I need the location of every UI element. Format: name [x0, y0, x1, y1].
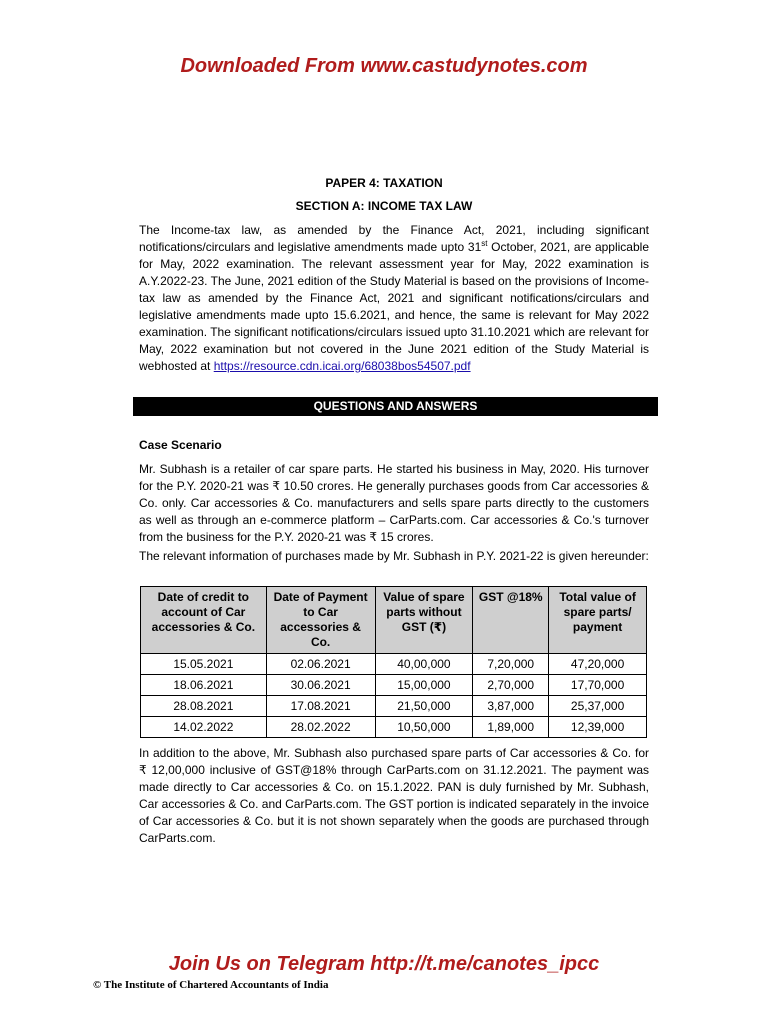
header-credit-date: Date of credit to account of Car accessories & Co. [141, 587, 267, 654]
intro-superscript: st [481, 239, 488, 248]
table-cell: 14.02.2022 [141, 717, 267, 738]
table-cell: 2,70,000 [473, 675, 549, 696]
case-paragraph-1: Mr. Subhash is a retailer of car spare parts. He started his business in May, 2020. His turnover for the P.Y. 2020-21 was ₹ 10.50 crores. He generally purchases goods from Car accessories & Co. only. Car accessories & Co. manufacturers and sells spare parts directly to the customers as well as through an e-commerce platform – CarParts.com. Car accessories & Co.'s turnover from the business for the P.Y. 2020-21 was ₹ 15 crores. [139, 462, 649, 544]
table-cell: 28.02.2022 [266, 717, 375, 738]
case-paragraph-3: In addition to the above, Mr. Subhash also purchased spare parts of Car accessories & Co. for ₹ 12,00,000 inclusive of GST@18% through CarParts.com on 31.12.2021. The payment was made directly to Car accessories & Co. on 15.1.2022. PAN is duly furnished by Mr. Subhash, Car accessories & Co. and CarParts.com. The GST portion is indicated separately in the invoice of Car accessories & Co. but it is not shown separately when the goods are purchased through CarParts.com. [139, 746, 649, 845]
table-cell: 02.06.2021 [266, 654, 375, 675]
table-cell: 3,87,000 [473, 696, 549, 717]
table-row [141, 675, 647, 696]
header-payment-date: Date of Payment to Car accessories & Co. [266, 587, 375, 654]
table-row [141, 654, 647, 675]
intro-text-part1: The Income-tax law, as amended by the Finance Act, 2021, including significant notifications/circulars and legislative amendments made upto 31 [139, 223, 649, 254]
copyright-notice: © The Institute of Chartered Accountants of India [93, 979, 329, 991]
table-cell: 10,50,000 [375, 717, 473, 738]
case-paragraph-2: The relevant information of purchases made by Mr. Subhash in P.Y. 2021-22 is given hereunder: [139, 549, 649, 563]
section-title: SECTION A: INCOME TAX LAW [295, 199, 473, 213]
table-cell: 18.06.2021 [141, 675, 267, 696]
intro-paragraph [139, 222, 649, 375]
intro-text-part2: October, 2021, are applicable for May, 2022 examination. The relevant assessment year for May, 2022 examination is A.Y.2022-23. The June, 2021 edition of the Study Material is based on the provisions of Income-tax law as amended by the Finance Act, 2021 and significant notifications/circulars and legislative amendments made upto 15.6.2021, and hence, the same is relevant for May 2022 examination. The significant notifications/circulars issued upto 31.10.2021 which are relevant for May, 2022 examination but not covered in the June 2021 edition of the Study Material is webhosted at [139, 240, 649, 373]
purchases-table [140, 586, 647, 738]
header-value-without-gst: Value of spare parts without GST (₹) [375, 587, 473, 654]
table-cell: 28.08.2021 [141, 696, 267, 717]
table-cell: 21,50,000 [375, 696, 473, 717]
table-cell: 12,39,000 [549, 717, 647, 738]
table-cell: 1,89,000 [473, 717, 549, 738]
study-material-link[interactable]: https://resource.cdn.icai.org/68038bos54507.pdf [213, 359, 471, 373]
table-cell: 15.05.2021 [141, 654, 267, 675]
table-cell: 17,70,000 [549, 675, 647, 696]
table-row [141, 717, 647, 738]
table-header-row [141, 587, 647, 654]
telegram-banner: Join Us on Telegram http://t.me/canotes_ipcc [168, 953, 600, 975]
case-scenario-heading: Case Scenario [139, 438, 222, 452]
header-gst: GST @18% [473, 587, 549, 654]
header-total-value: Total value of spare parts/ payment [549, 587, 647, 654]
table-cell: 25,37,000 [549, 696, 647, 717]
paper-title: PAPER 4: TAXATION [325, 176, 443, 190]
table-cell: 17.08.2021 [266, 696, 375, 717]
table-cell: 47,20,000 [549, 654, 647, 675]
table-cell: 30.06.2021 [266, 675, 375, 696]
table-cell: 40,00,000 [375, 654, 473, 675]
questions-answers-bar: QUESTIONS AND ANSWERS [133, 397, 658, 416]
table-row [141, 696, 647, 717]
download-source-banner: Downloaded From www.castudynotes.com [180, 55, 588, 77]
table-cell: 15,00,000 [375, 675, 473, 696]
table-cell: 7,20,000 [473, 654, 549, 675]
